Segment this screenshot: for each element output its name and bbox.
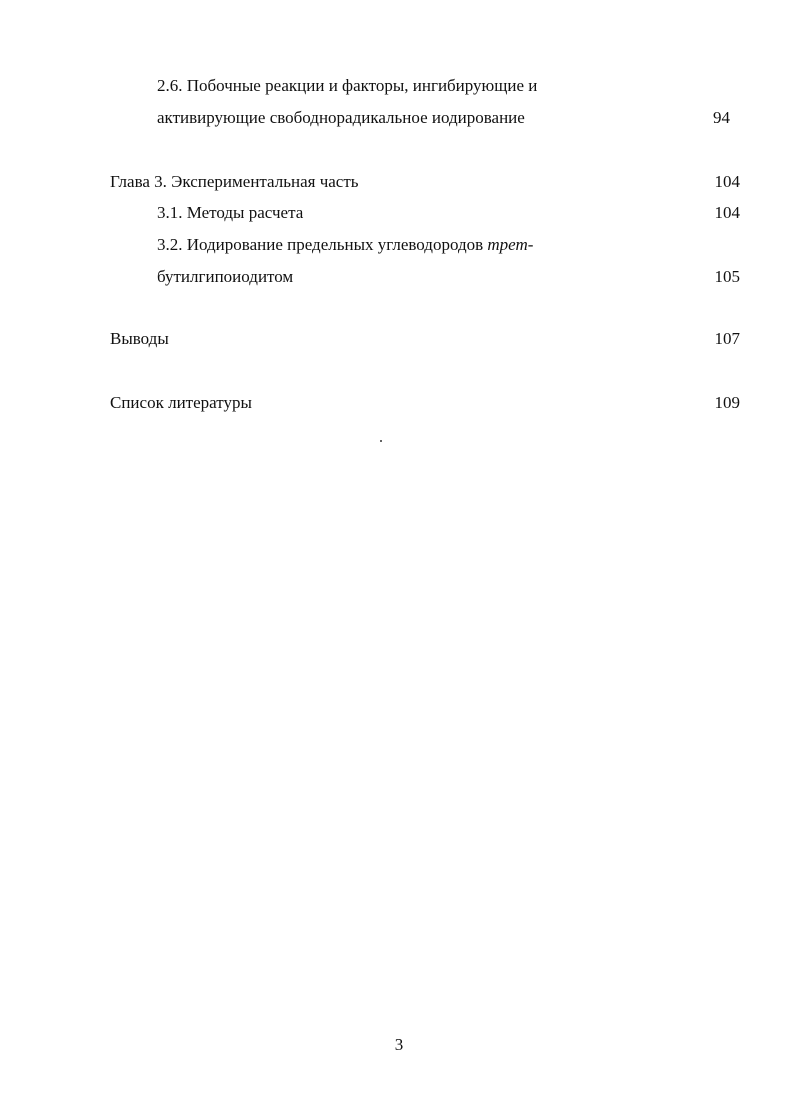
- toc-entry-3-1-page: 104: [714, 203, 740, 222]
- toc-entry-2-6-line2: активирующие свободнорадикальное иодирование: [157, 108, 525, 127]
- toc-chapter-3-title: Глава 3. Экспериментальная часть: [110, 172, 359, 191]
- page-number: 3: [394, 1035, 404, 1054]
- toc-entry-3-2-italic: трет: [487, 235, 528, 254]
- toc-entry-3-2-line1: [157, 235, 533, 255]
- toc-entry-2-6-page: 94: [713, 108, 730, 127]
- toc-conclusions-page: 107: [714, 329, 740, 348]
- toc-references-page: 109: [714, 393, 740, 412]
- toc-references-title: Список литературы: [110, 393, 252, 412]
- toc-entry-3-2-suffix: -: [527, 235, 534, 254]
- toc-entry-3-1-title: 3.1. Методы расчета: [157, 203, 304, 222]
- toc-chapter-3-page: 104: [714, 172, 740, 191]
- toc-entry-2-6-line1: 2.6. Побочные реакции и факторы, ингибирующие и: [157, 76, 538, 95]
- toc-entry-3-2-page: 105: [714, 267, 740, 286]
- toc-conclusions-title: Выводы: [110, 329, 169, 348]
- toc-entry-3-2-line2: бутилгипоиодитом: [157, 267, 294, 286]
- stray-dot: [380, 440, 382, 442]
- toc-entry-3-2-prefix: 3.2. Иодирование предельных углеводородов: [157, 235, 488, 254]
